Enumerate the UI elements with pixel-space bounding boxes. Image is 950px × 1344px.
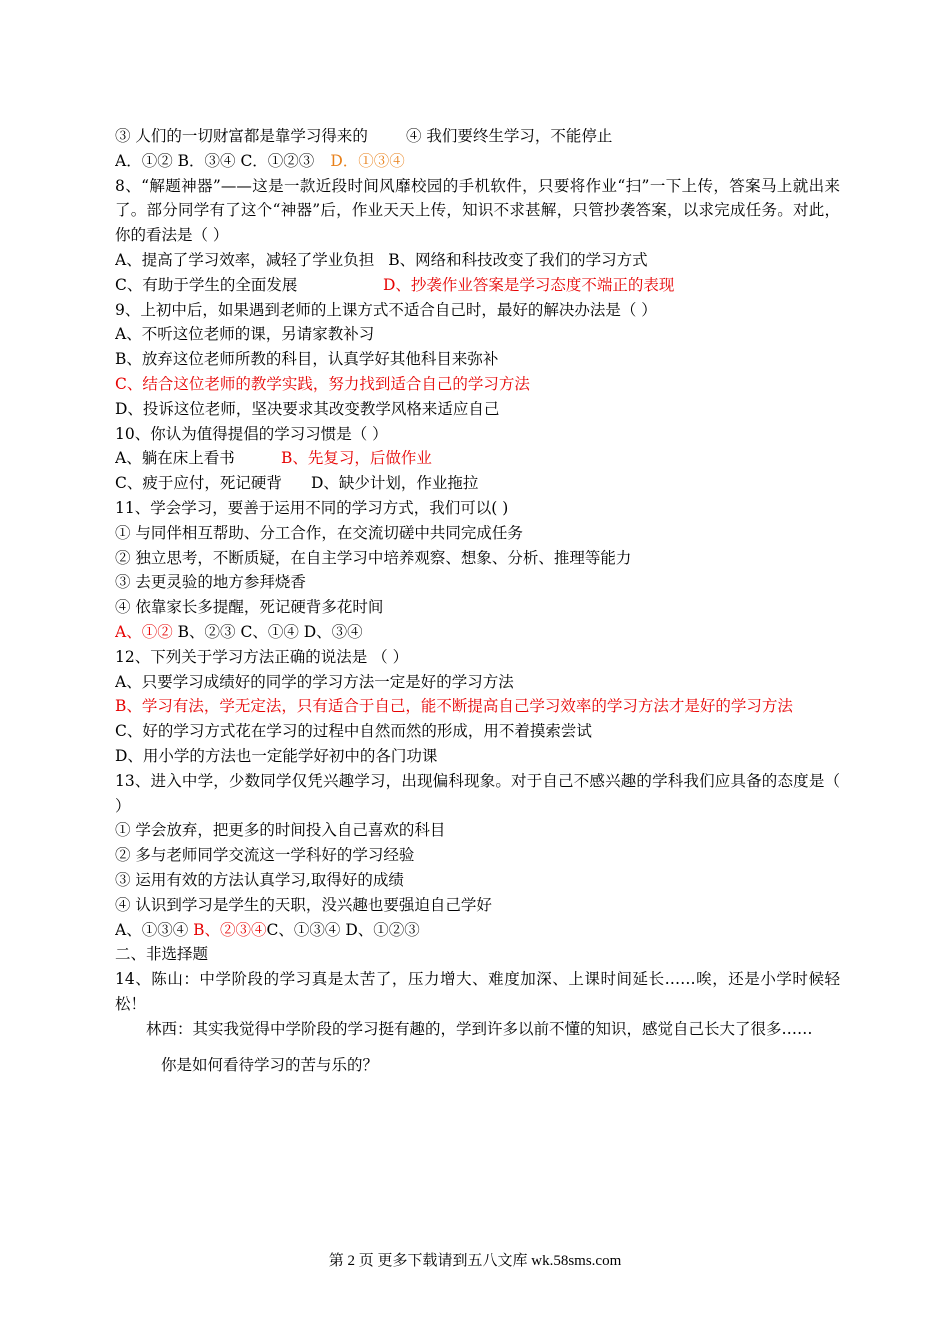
q12-option-d: D、用小学的方法也一定能学好初中的各门功课 <box>115 746 438 765</box>
q11-options: B、②③ C、①④ D、③④ <box>177 622 363 641</box>
q13-stem: 13、进入中学，少数同学仅凭兴趣学习，出现偏科现象。对于自己不感兴趣的学科我们应具备的态度是（ ） <box>115 771 840 815</box>
q13-option-cd: C、①③④ D、①②③ <box>266 920 420 939</box>
q12-stem: 12、下列关于学习方法正确的说法是 （ ） <box>115 647 409 666</box>
document-body <box>115 124 840 1078</box>
q13-item2: ② 多与老师同学交流这一学科好的学习经验 <box>115 846 415 865</box>
q8-stem: 8、“解题神器”——这是一款近段时间风靡校园的手机软件，只要将作业“扫”一下上传，答案马上就出来了。部分同学有了这个“神器”后，作业天天上传，知识不求甚解，只管抄袭答案，以求完成任务。对此，你的看法是（ ） <box>115 176 840 245</box>
q13-item3: ③ 运用有效的方法认真学习,取得好的成绩 <box>115 870 404 889</box>
q12-option-b: B、学习有法，学无定法，只有适合于自己，能不断提高自己学习效率的学习方法才是好的学习方法 <box>115 697 793 716</box>
q11-item1: ① 与同伴相互帮助、分工合作，在交流切磋中共同完成任务 <box>115 523 523 542</box>
q13-answer: B、②③④ <box>193 920 267 939</box>
q8-option-a: A、提高了学习效率，减轻了学业负担 <box>115 250 375 269</box>
page-footer: 第 2 页 更多下载请到五八文库 wk.58sms.com <box>328 1253 622 1269</box>
q9-stem: 9、上初中后，如果遇到老师的上课方式不适合自己时，最好的解决办法是（ ） <box>115 300 657 319</box>
q8-ab-line <box>115 248 840 273</box>
q10-option-a: A、躺在床上看书 <box>115 449 235 468</box>
q11-answer: A、①② <box>115 622 173 641</box>
q7-item3: ③ 人们的一切财富都是靠学习得来的 <box>115 127 368 145</box>
q8-option-c: C、有助于学生的全面发展 <box>115 275 298 294</box>
q12-option-a: A、只要学习成绩好的同学的学习方法一定是好的学习方法 <box>115 672 514 691</box>
q14-question: 你是如何看待学习的苦与乐的？ <box>161 1056 379 1075</box>
q14-linxi: 林西：其实我觉得中学阶段的学习挺有趣的，学到许多以前不懂的知识，感觉自己长大了很多…… <box>146 1019 813 1038</box>
q13-item4: ④ 认识到学习是学生的天职，没兴趣也要强迫自己学好 <box>115 895 492 914</box>
q13-options-line <box>115 918 840 943</box>
q13-option-a: A、①③④ <box>115 920 189 939</box>
q9-option-c: C、结合这位老师的教学实践，努力找到适合自己的学习方法 <box>115 374 530 393</box>
q11-item3: ③ 去更灵验的地方参拜烧香 <box>115 573 306 592</box>
q13-item1: ① 学会放弃，把更多的时间投入自己喜欢的科目 <box>115 821 446 840</box>
q9-option-b: B、放弃这位老师所教的科目，认真学好其他科目来弥补 <box>115 350 499 369</box>
q11-options-line <box>115 620 840 645</box>
section-heading: 二、非选择题 <box>115 945 209 964</box>
q10-cd-line <box>115 471 840 496</box>
q9-option-a: A、不听这位老师的课，另请家教补习 <box>115 325 375 344</box>
q7-items-line <box>115 124 840 149</box>
q10-option-b: B、先复习，后做作业 <box>281 449 432 468</box>
q8-option-b: B、网络和科技改变了我们的学习方式 <box>388 250 648 269</box>
q10-stem: 10、你认为值得提倡的学习习惯是（ ） <box>115 424 388 443</box>
q9-option-d: D、投诉这位老师，坚决要求其改变教学风格来适应自己 <box>115 399 500 418</box>
q7-options: A．①② B．③④ C．①②③ <box>115 151 315 170</box>
q11-item4: ④ 依靠家长多提醒，死记硬背多花时间 <box>115 598 384 617</box>
q14-chenshan: 14、陈山：中学阶段的学习真是太苦了，压力增大、难度加深、上课时间延长……唉，还是小学时候轻松！ <box>115 970 840 1013</box>
q10-option-c: C、疲于应付，死记硬背 <box>115 474 282 493</box>
q7-options-line <box>115 149 840 174</box>
q8-option-d: D、抄袭作业答案是学习态度不端正的表现 <box>383 275 675 294</box>
q11-stem: 11、学会学习，要善于运用不同的学习方式，我们可以( ) <box>115 498 509 517</box>
q7-answer: D．①③④ <box>330 151 405 170</box>
q10-option-d: D、缺少计划，作业拖拉 <box>311 474 479 493</box>
q11-item2: ② 独立思考，不断质疑，在自主学习中培养观察、想象、分析、推理等能力 <box>115 548 632 567</box>
q10-ab-line <box>115 446 840 471</box>
q8-cd-line <box>115 273 840 298</box>
q12-option-c: C、好的学习方式花在学习的过程中自然而然的形成，用不着摸索尝试 <box>115 722 592 741</box>
q7-item4: ④ 我们要终生学习，不能停止 <box>405 127 613 145</box>
